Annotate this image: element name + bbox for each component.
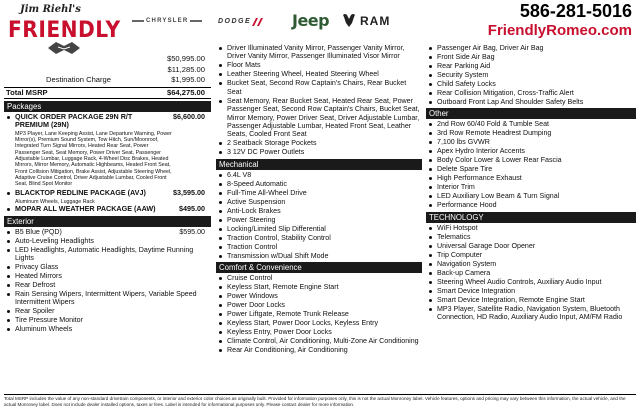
list-item: Full-Time All-Wheel Drive	[216, 189, 422, 197]
section-header-other: Other	[426, 108, 636, 119]
list-item	[4, 228, 211, 236]
list-item: Apex Hydro Interior Accents	[426, 147, 636, 155]
list-item: Cruise Control	[216, 274, 422, 282]
list-item: WiFi Hotspot	[426, 224, 636, 232]
list-item: Keyless Start, Power Door Locks, Keyless Entry	[216, 319, 422, 327]
list-item: Power Windows	[216, 292, 422, 300]
price-row-value: $1,995.00	[171, 75, 205, 84]
package-description: Aluminum Wheels, Luggage Rack	[15, 198, 95, 205]
list-item: Passenger Air Bag, Driver Air Bag	[426, 44, 636, 52]
list-item: Locking/Limited Slip Differential	[216, 225, 422, 233]
list-item: Tire Pressure Monitor	[4, 316, 211, 324]
section-header-technology: TECHNOLOGY	[426, 212, 636, 223]
total-msrp-value: $64,275.00	[166, 87, 205, 97]
ram-logo: RAM	[360, 14, 391, 28]
list-item: 7,100 lbs GVWR	[426, 138, 636, 146]
price-row	[44, 75, 211, 86]
mechanical-list	[216, 171, 422, 260]
package-price: $495.00	[179, 204, 205, 214]
list-item: Interior Trim	[426, 183, 636, 191]
list-item: Child Safety Locks	[426, 80, 636, 88]
dodge-stripes-icon	[250, 18, 264, 26]
list-item: Power Liftgate, Remote Trunk Release	[216, 310, 422, 318]
list-item: Rain Sensing Wipers, Intermittent Wipers, Variable Speed Intermittent Wipers	[4, 290, 211, 307]
list-item: 3 12V DC Power Outlets	[216, 148, 422, 156]
column-3	[426, 44, 636, 322]
list-item: Rear Parking Aid	[426, 62, 636, 70]
list-item: Outboard Front Lap And Shoulder Safety Belts	[426, 98, 636, 106]
list-item: 6.4L V8	[216, 171, 422, 179]
column-2	[216, 44, 422, 355]
list-item: Active Suspension	[216, 198, 422, 206]
exterior-color-label: B5 Blue (PQD)	[15, 227, 62, 236]
column-1	[4, 44, 211, 334]
list-item: Power Steering	[216, 216, 422, 224]
list-item: Trip Computer	[426, 251, 636, 259]
list-item: Body Color Lower & Lower Rear Fascia	[426, 156, 636, 164]
brand-logos	[146, 10, 416, 34]
dealer-logo-name: FRIENDLY	[8, 18, 121, 43]
list-item: 3rd Row Remote Headrest Dumping	[426, 129, 636, 137]
exterior-color-price: $595.00	[179, 227, 205, 236]
interior-list	[216, 44, 422, 157]
package-name: QUICK ORDER PACKAGE 29N R/T PREMIUM (29N)	[15, 112, 133, 130]
list-item: 8-Speed Automatic	[216, 180, 422, 188]
list-item: 2nd Row 60/40 Fold & Tumble Seat	[426, 120, 636, 128]
package-avj	[4, 189, 211, 197]
list-item: MP3 Player, Satellite Radio, Navigation System, Bluetooth Connection, HD Radio, Auxiliary Audio Input, AM/FM Radio	[426, 305, 636, 322]
chrysler-logo: CHRYSLER	[146, 18, 189, 24]
price-row-value: $50,995.00	[166, 54, 205, 63]
other-list	[426, 120, 636, 209]
list-item: Navigation System	[426, 260, 636, 268]
price-row-label: Destination Charge	[46, 75, 112, 84]
list-item: Traction Control, Stability Control	[216, 234, 422, 242]
list-item: Rear Air Conditioning, Air Conditioning	[216, 346, 422, 354]
list-item: Front Side Air Bag	[426, 53, 636, 61]
dealer-website[interactable]: FriendlyRomeo.com	[487, 22, 632, 39]
header	[0, 0, 640, 46]
handshake-icon	[46, 38, 82, 56]
package-price: $6,600.00	[173, 112, 205, 121]
footer-disclaimer: Total MSRP includes the value of any non-standard drivetrain components, or interior and exterior color choices as originally built. Provided for information purposes only, this is not the actual Monroney label. Vehicle features, options and pricing may vary between this information, the actual vehicle, and the actual Monroney label. Does not include dealer installed options, taxes or fees. Label is intended for informational purposes only. Please contact dealer for more information.	[4, 394, 636, 407]
list-item: Bucket Seat, Second Row Captain's Chairs, Rear Bucket Seat	[216, 79, 422, 96]
section-header-packages: Packages	[4, 101, 211, 112]
list-item: Keyless Start, Remote Engine Start	[216, 283, 422, 291]
price-row-value: $11,285.00	[167, 64, 205, 74]
section-header-mechanical: Mechanical	[216, 159, 422, 170]
list-item: Rear Collision Mitigation, Cross-Traffic Alert	[426, 89, 636, 97]
list-item: Heated Mirrors	[4, 272, 211, 280]
list-item: Security System	[426, 71, 636, 79]
list-item: Transmission w/Dual Shift Mode	[216, 252, 422, 260]
list-item: Smart Device Integration, Remote Engine Start	[426, 296, 636, 304]
package-aaw	[4, 205, 211, 213]
list-item: 2 Seatback Storage Pockets	[216, 139, 422, 147]
section-header-comfort: Comfort & Convenience	[216, 262, 422, 273]
package-price: $3,595.00	[173, 188, 205, 198]
package-name: BLACKTOP REDLINE PACKAGE (AVJ)	[15, 188, 146, 198]
list-item: Climate Control, Air Conditioning, Multi-Zone Air Conditioning	[216, 337, 422, 345]
list-item: Rear Spoiler	[4, 307, 211, 315]
list-item: Aluminum Wheels	[4, 325, 211, 333]
list-item: Leather Steering Wheel, Heated Steering Wheel	[216, 70, 422, 78]
dealer-logo-top-text: Jim Riehl's	[20, 4, 81, 15]
list-item: Universal Garage Door Opener	[426, 242, 636, 250]
dodge-logo: DODGE	[218, 18, 252, 25]
list-item: Traction Control	[216, 243, 422, 251]
list-item: Back-up Camera	[426, 269, 636, 277]
dealer-phone[interactable]: 586-281-5016	[519, 1, 632, 21]
list-item: Seat Memory, Rear Bucket Seat, Heated Rear Seat, Power Passenger Seat, Second Row Captain's Chairs, Bucket Seat, Mirror Memory, Power Driver Seat, Driver Adjustable Lumbar, Passenger Adjustable Lumbar, Heated Front Seat, Leather Seats, Cooled Front Seat	[216, 97, 422, 139]
price-row	[44, 65, 211, 76]
list-item: Rear Defrost	[4, 281, 211, 289]
exterior-list	[4, 228, 211, 334]
list-item: LED Auxiliary Low Beam & Turn Signal	[426, 192, 636, 200]
jeep-logo: Jeep	[292, 11, 330, 30]
list-item: Power Door Locks	[216, 301, 422, 309]
list-item: Floor Mats	[216, 61, 422, 69]
comfort-list	[216, 274, 422, 354]
list-item: Smart Device Integration	[426, 287, 636, 295]
list-item: Privacy Glass	[4, 263, 211, 271]
list-item: Driver Illuminated Vanity Mirror, Passenger Vanity Mirror, Driver Vanity Mirror, Passenger Illuminated Visor Mirror	[216, 44, 422, 61]
package-name: MOPAR ALL WEATHER PACKAGE (AAW)	[15, 204, 156, 214]
dealer-logo	[6, 2, 124, 60]
list-item: Delete Spare Tire	[426, 165, 636, 173]
package-description: MP3 Player, Lane Keeping Assist, Lane Departure Warning, Power Mirror(s), Premium Sound System, Tow Hitch, Sun/Moonroof, Integrated Turn Signal Mirrors, Heated Rear Seat, Power Passenger Seat, Seat Memory, Power Driver Seat, Passenger Adjustable Lumbar, Luggage Rack, 4-Wheel Disc Brakes, Heated Mirrors, Mirror Memory, Automatic Highbeams, Heated Front Seat, Front Collision Mitigation, Brake Assist, Adjustable Steering Wheel, Adaptive Cruise Control, Driver Adjustable Lumbar, Cooled Front Seat, Blind Spot Monitor	[15, 130, 172, 188]
list-item: Performance Hood	[426, 201, 636, 209]
section-header-exterior: Exterior	[4, 216, 211, 227]
list-item: LED Headlights, Automatic Headlights, Daytime Running Lights	[4, 246, 211, 263]
list-item: Steering Wheel Audio Controls, Auxiliary Audio Input	[426, 278, 636, 286]
list-item: Auto-Leveling Headlights	[4, 237, 211, 245]
total-msrp-row	[4, 87, 211, 100]
list-item: Keyless Entry, Power Door Locks	[216, 328, 422, 336]
list-item: Anti-Lock Brakes	[216, 207, 422, 215]
package-29n	[4, 113, 211, 130]
total-msrp-label: Total MSRP	[6, 87, 48, 97]
safety-list	[426, 44, 636, 106]
list-item: Telematics	[426, 233, 636, 241]
list-item: High Performance Exhaust	[426, 174, 636, 182]
technology-list	[426, 224, 636, 322]
ram-head-icon	[342, 13, 356, 28]
